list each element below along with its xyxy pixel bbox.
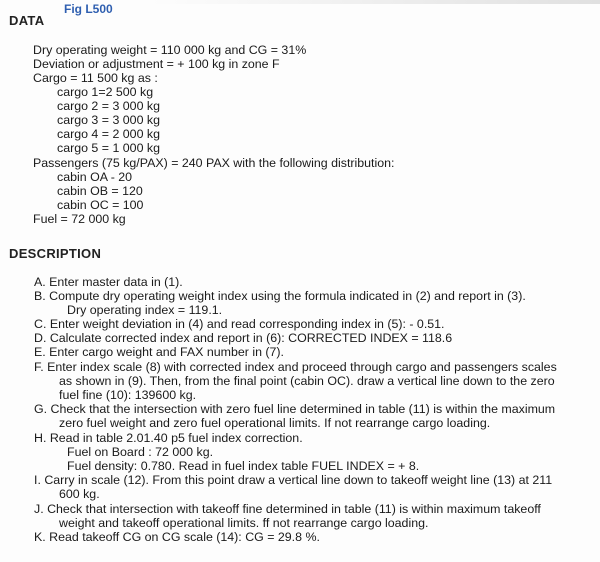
figure-label: Fig L500 [64, 2, 113, 16]
data-line-cabin-oa: cabin OA - 20 [57, 170, 133, 184]
description-step-e: E. Enter cargo weight and FAX number in (7). [34, 345, 285, 359]
data-line-fuel: Fuel = 72 000 kg [33, 212, 126, 226]
description-step-c: C. Enter weight deviation in (4) and read corresponding index in (5): - 0.51. [34, 317, 445, 331]
description-step-g: G. Check that the intersection with zero fuel line determined in table (11) is within the maximum [34, 402, 556, 416]
description-step-h-fuel-density: Fuel density: 0.780. Read in fuel index table FUEL INDEX = + 8. [67, 459, 420, 473]
description-step-b: B. Compute dry operating weight index using the formula indicated in (2) and report in (3). [34, 289, 526, 303]
scan-edge-shadow [150, 0, 600, 4]
data-line-cargo-total: Cargo = 11 500 kg as : [33, 71, 158, 85]
description-step-h: H. Read in table 2.01.40 p5 fuel index correction. [34, 431, 303, 445]
data-line-cargo-5: cargo 5 = 1 000 kg [57, 141, 160, 155]
description-step-i-cont: 600 kg. [59, 487, 100, 501]
data-line-cabin-oc: cabin OC = 100 [57, 198, 144, 212]
data-line-cargo-4: cargo 4 = 2 000 kg [57, 127, 160, 141]
description-step-f-cont-2: fuel fine (10): 139600 kg. [59, 388, 197, 402]
data-line-dry-operating-weight: Dry operating weight = 110 000 kg and CG = 31% [33, 43, 307, 57]
description-step-k: K. Read takeoff CG on CG scale (14): CG = 29.8 %. [34, 530, 320, 544]
description-step-g-cont: zero fuel weight and zero fuel operational limits. If not rearrange cargo loading. [59, 416, 491, 430]
description-step-f-cont-1: as shown in (9). Then, from the final point (cabin OC). draw a vertical line down to the zero [59, 374, 555, 388]
description-step-j: J. Check that intersection with takeoff fine determined in table (11) is within maximum takeoff [34, 502, 541, 516]
description-step-f: F. Enter index scale (8) with corrected index and proceed through cargo and passengers scales [34, 360, 557, 374]
data-line-cargo-1: cargo 1=2 500 kg [57, 85, 154, 99]
data-line-deviation: Deviation or adjustment = + 100 kg in zone F [33, 57, 280, 71]
data-line-passengers: Passengers (75 kg/PAX) = 240 PAX with the following distribution: [33, 156, 395, 170]
description-step-b-result: Dry operating index = 119.1. [67, 303, 223, 317]
data-heading: DATA [9, 13, 45, 28]
description-step-d: D. Calculate corrected index and report in (6): CORRECTED INDEX = 118.6 [34, 331, 453, 345]
description-step-j-cont: weight and takeoff operational limits. ff not rearrange cargo loading. [59, 516, 429, 530]
description-step-i: I. Carry in scale (12). From this point draw a vertical line down to takeoff weight line (13) at 211 [34, 473, 553, 487]
description-heading: DESCRIPTION [9, 246, 102, 261]
data-line-cargo-3: cargo 3 = 3 000 kg [57, 113, 160, 127]
description-step-h-fuel-on-board: Fuel on Board : 72 000 kg. [67, 445, 214, 459]
description-step-a: A. Enter master data in (1). [34, 275, 183, 289]
data-line-cabin-ob: cabin OB = 120 [57, 184, 143, 198]
data-line-cargo-2: cargo 2 = 3 000 kg [57, 99, 160, 113]
